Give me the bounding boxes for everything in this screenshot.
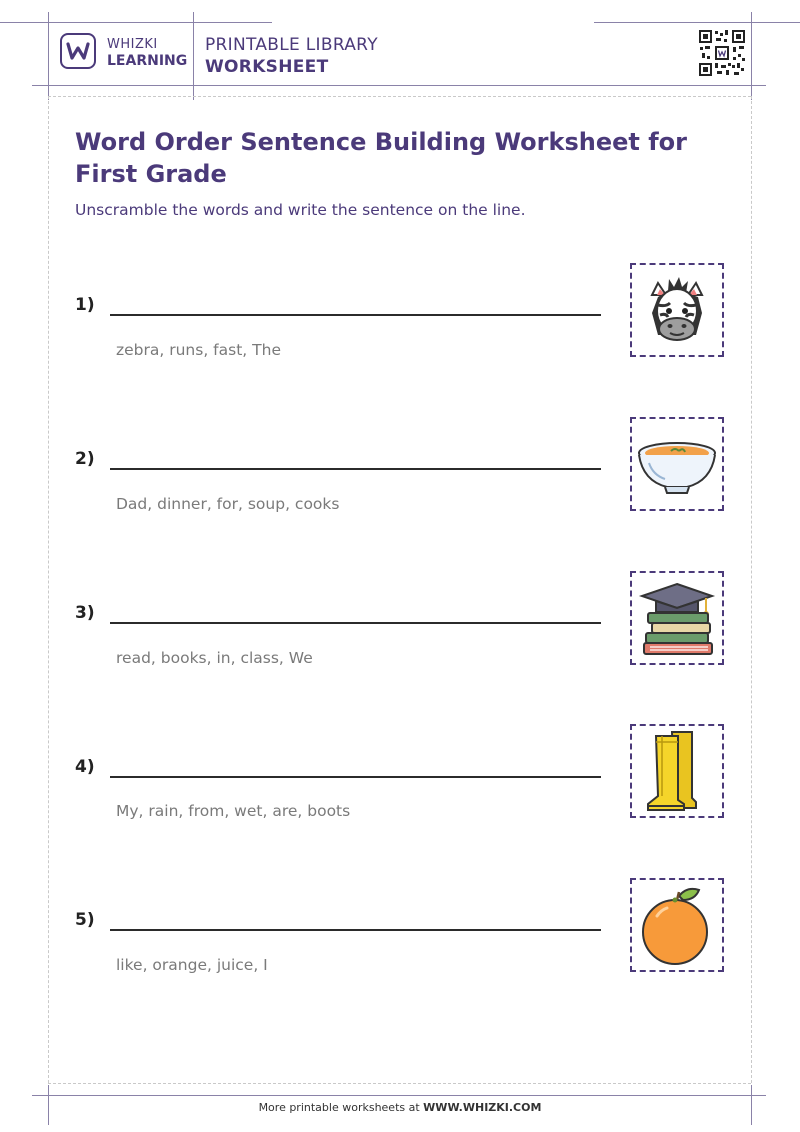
qr-code-icon bbox=[698, 29, 746, 77]
content-border-top bbox=[48, 96, 751, 97]
content-border-bottom bbox=[48, 1083, 751, 1084]
footer-prefix: More printable worksheets at bbox=[258, 1101, 424, 1114]
orange-icon bbox=[635, 882, 719, 968]
header-divider-left bbox=[48, 12, 49, 100]
logo-word-whizki: WHIZKI bbox=[107, 37, 158, 52]
answer-line[interactable] bbox=[110, 776, 601, 778]
picture-box bbox=[630, 263, 724, 357]
scrambled-words: My, rain, from, wet, are, boots bbox=[116, 802, 351, 820]
library-label: PRINTABLE LIBRARY bbox=[205, 35, 378, 55]
question-number: 2) bbox=[75, 449, 95, 469]
picture-box bbox=[630, 878, 724, 972]
books-graduation-cap-icon bbox=[636, 576, 718, 660]
instructions: Unscramble the words and write the sentence on the line. bbox=[75, 201, 526, 219]
header-divider-right bbox=[751, 12, 752, 100]
footer-text bbox=[0, 1101, 800, 1114]
header-top-rule-left bbox=[0, 22, 272, 23]
answer-line[interactable] bbox=[110, 314, 601, 316]
worksheet-label: WORKSHEET bbox=[205, 57, 329, 77]
footer-rule bbox=[32, 1095, 766, 1096]
answer-line[interactable] bbox=[110, 468, 601, 470]
footer-site-link[interactable]: WWW.WHIZKI.COM bbox=[423, 1101, 542, 1114]
scrambled-words: read, books, in, class, We bbox=[116, 649, 313, 667]
whizki-logo-icon bbox=[60, 33, 96, 69]
header-top-rule-right bbox=[594, 22, 800, 23]
soup-bowl-icon bbox=[635, 429, 719, 499]
question-number: 4) bbox=[75, 757, 95, 777]
question-number: 5) bbox=[75, 910, 95, 930]
scrambled-words: Dad, dinner, for, soup, cooks bbox=[116, 495, 340, 513]
picture-box bbox=[630, 724, 724, 818]
answer-line[interactable] bbox=[110, 929, 601, 931]
scrambled-words: like, orange, juice, I bbox=[116, 956, 268, 974]
header-divider-mid bbox=[193, 12, 194, 100]
question-number: 3) bbox=[75, 603, 95, 623]
picture-box bbox=[630, 571, 724, 665]
content-border-right bbox=[751, 96, 752, 1083]
answer-line[interactable] bbox=[110, 622, 601, 624]
scrambled-words: zebra, runs, fast, The bbox=[116, 341, 281, 359]
logo-word-learning: LEARNING bbox=[107, 53, 188, 69]
rain-boots-icon bbox=[642, 728, 712, 814]
page-title: Word Order Sentence Building Worksheet for First Grade bbox=[75, 128, 687, 188]
header-bottom-rule bbox=[32, 85, 766, 86]
picture-box bbox=[630, 417, 724, 511]
zebra-icon bbox=[636, 269, 718, 351]
question-number: 1) bbox=[75, 295, 95, 315]
content-border-left bbox=[48, 96, 49, 1083]
